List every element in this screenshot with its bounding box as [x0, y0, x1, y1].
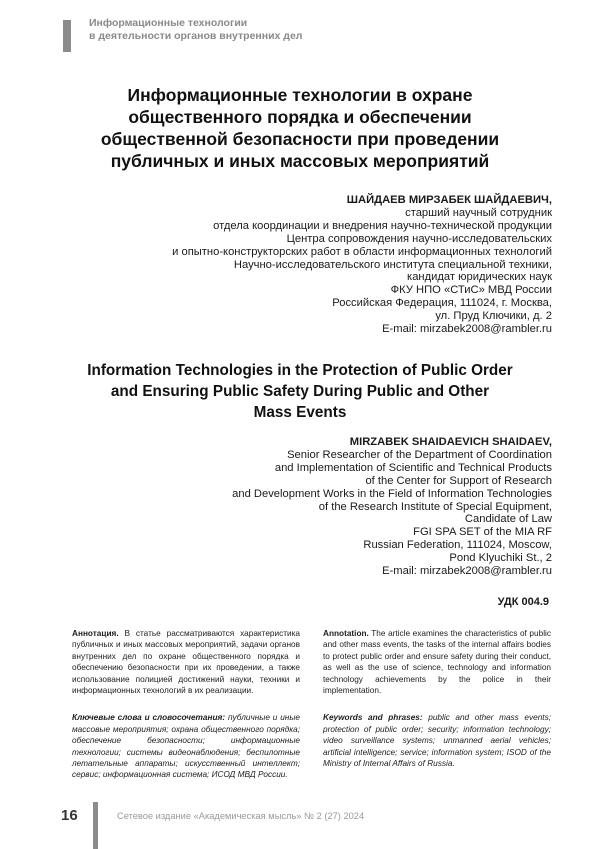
footer-accent-bar — [93, 802, 98, 849]
author-name-ru: ШАЙДАЕВ МИРЗАБЕК ШАЙДАЕВИЧ, — [346, 194, 552, 206]
author-ru-line: отдела координации и внедрения научно-технической продукции — [213, 219, 552, 232]
author-en-line: and Implementation of Scientific and Technical Products — [274, 461, 552, 474]
keywords-en — [323, 712, 551, 769]
author-info-ru — [172, 194, 552, 336]
author-email-ru: E-mail: mirzabek2008@rambler.ru — [382, 323, 552, 336]
abstract-ru-text: В статье рассматриваются характеристика публичных и иных массовых мероприятий, задачи органов внутренних дел по охране общественного порядка и обеспечению безопасности при их проведении, а также использование полицией достижений науки, техники и информационных технологий в их реализации. — [72, 629, 300, 696]
author-en-line: and Development Works in the Field of Information Technologies — [232, 487, 552, 500]
title-ru-line: общественной безопасности при проведении — [100, 129, 500, 149]
keywords-en-text: public and other mass events; protection of public order; security; information technology; video surveillance systems; unmanned aerial vehicles; artificial intelligence; service; information system; ISOD of the Ministry of Internal Affairs of Russia. — [323, 713, 551, 769]
author-en-line: of the Research Institute of Special Equipment, — [318, 500, 552, 513]
author-en-line: FGI SPA SET of the MIA RF — [413, 526, 552, 539]
keywords-ru — [72, 712, 300, 780]
title-en-line: Information Technologies in the Protection of Public Order — [87, 362, 513, 379]
author-en-line: Senior Researcher of the Department of Coordination — [287, 448, 552, 461]
author-en-line: Pond Klyuchiki St., 2 — [449, 552, 552, 565]
author-ru-line: ФКУ НПО «СТиС» МВД России — [390, 284, 552, 297]
journal-citation: Сетевое издание «Академическая мысль» № 2 (27) 2024 — [117, 811, 365, 821]
keywords-ru-text: публичные и иные массовые мероприятия; охрана общественного порядка; обеспечение безопасности; информационные технологии; системы видеонаблюдения; беспилотные летательные аппараты; искусственный интеллект; сервис; информационная система; ИСОД МВД России. — [72, 713, 300, 780]
keywords-ru-label: Ключевые слова и словосочетания: — [72, 713, 226, 723]
page-number: 16 — [61, 807, 78, 824]
author-ru-line: старший научный сотрудник — [405, 206, 552, 219]
author-name-en: MIRZABEK SHAIDAEVICH SHAIDAEV, — [349, 436, 552, 448]
article-title-ru — [60, 84, 540, 172]
title-ru-line: Информационные технологии в охране — [127, 85, 473, 105]
title-ru-line: общественного порядка и обеспечении — [128, 107, 472, 127]
title-ru-line: публичных и иных массовых мероприятий — [110, 151, 490, 171]
keywords-en-label: Keywords and phrases: — [323, 713, 423, 723]
author-ru-line: Центра сопровождения научно-исследовательских — [286, 232, 552, 245]
article-title-en — [60, 360, 540, 423]
abstract-column-ru — [72, 628, 300, 781]
author-en-line: Candidate of Law — [464, 513, 552, 526]
author-ru-line: и опытно-конструкторских работ в области информационных технологий — [172, 245, 552, 258]
author-ru-line: кандидат юридических наук — [407, 271, 552, 284]
udk-code: УДК 004.9 — [497, 596, 549, 608]
author-ru-line: ул. Пруд Ключики, д. 2 — [435, 310, 552, 323]
running-header — [89, 17, 302, 43]
running-header-line2: в деятельности органов внутренних дел — [89, 30, 303, 42]
title-en-line: Mass Events — [253, 404, 347, 421]
abstract-ru — [72, 628, 300, 696]
abstract-column-en — [323, 628, 551, 769]
author-info-en — [232, 436, 552, 578]
abstract-en-label: Annotation. — [323, 629, 369, 638]
abstract-en — [323, 628, 551, 696]
running-header-line1: Информационные технологии — [89, 17, 248, 29]
abstract-ru-label: Аннотация. — [72, 629, 119, 638]
author-en-line: of the Center for Support of Research — [365, 474, 552, 487]
author-email-en: E-mail: mirzabek2008@rambler.ru — [382, 565, 552, 578]
abstract-en-text: The article examines the characteristics of public and other mass events, the tasks of the internal affairs bodies to protect public order and ensure safety during their conduct, as well as the use of science, technology and information technology achievements by the police in their implementation. — [323, 629, 551, 696]
header-accent-bar — [63, 20, 71, 52]
author-ru-line: Научно-исследовательского института специальной техники, — [233, 258, 552, 271]
title-en-line: and Ensuring Public Safety During Public and Other — [110, 383, 490, 400]
author-ru-line: Российская Федерация, 111024, г. Москва, — [332, 297, 552, 310]
author-en-line: Russian Federation, 111024, Moscow, — [363, 539, 552, 552]
